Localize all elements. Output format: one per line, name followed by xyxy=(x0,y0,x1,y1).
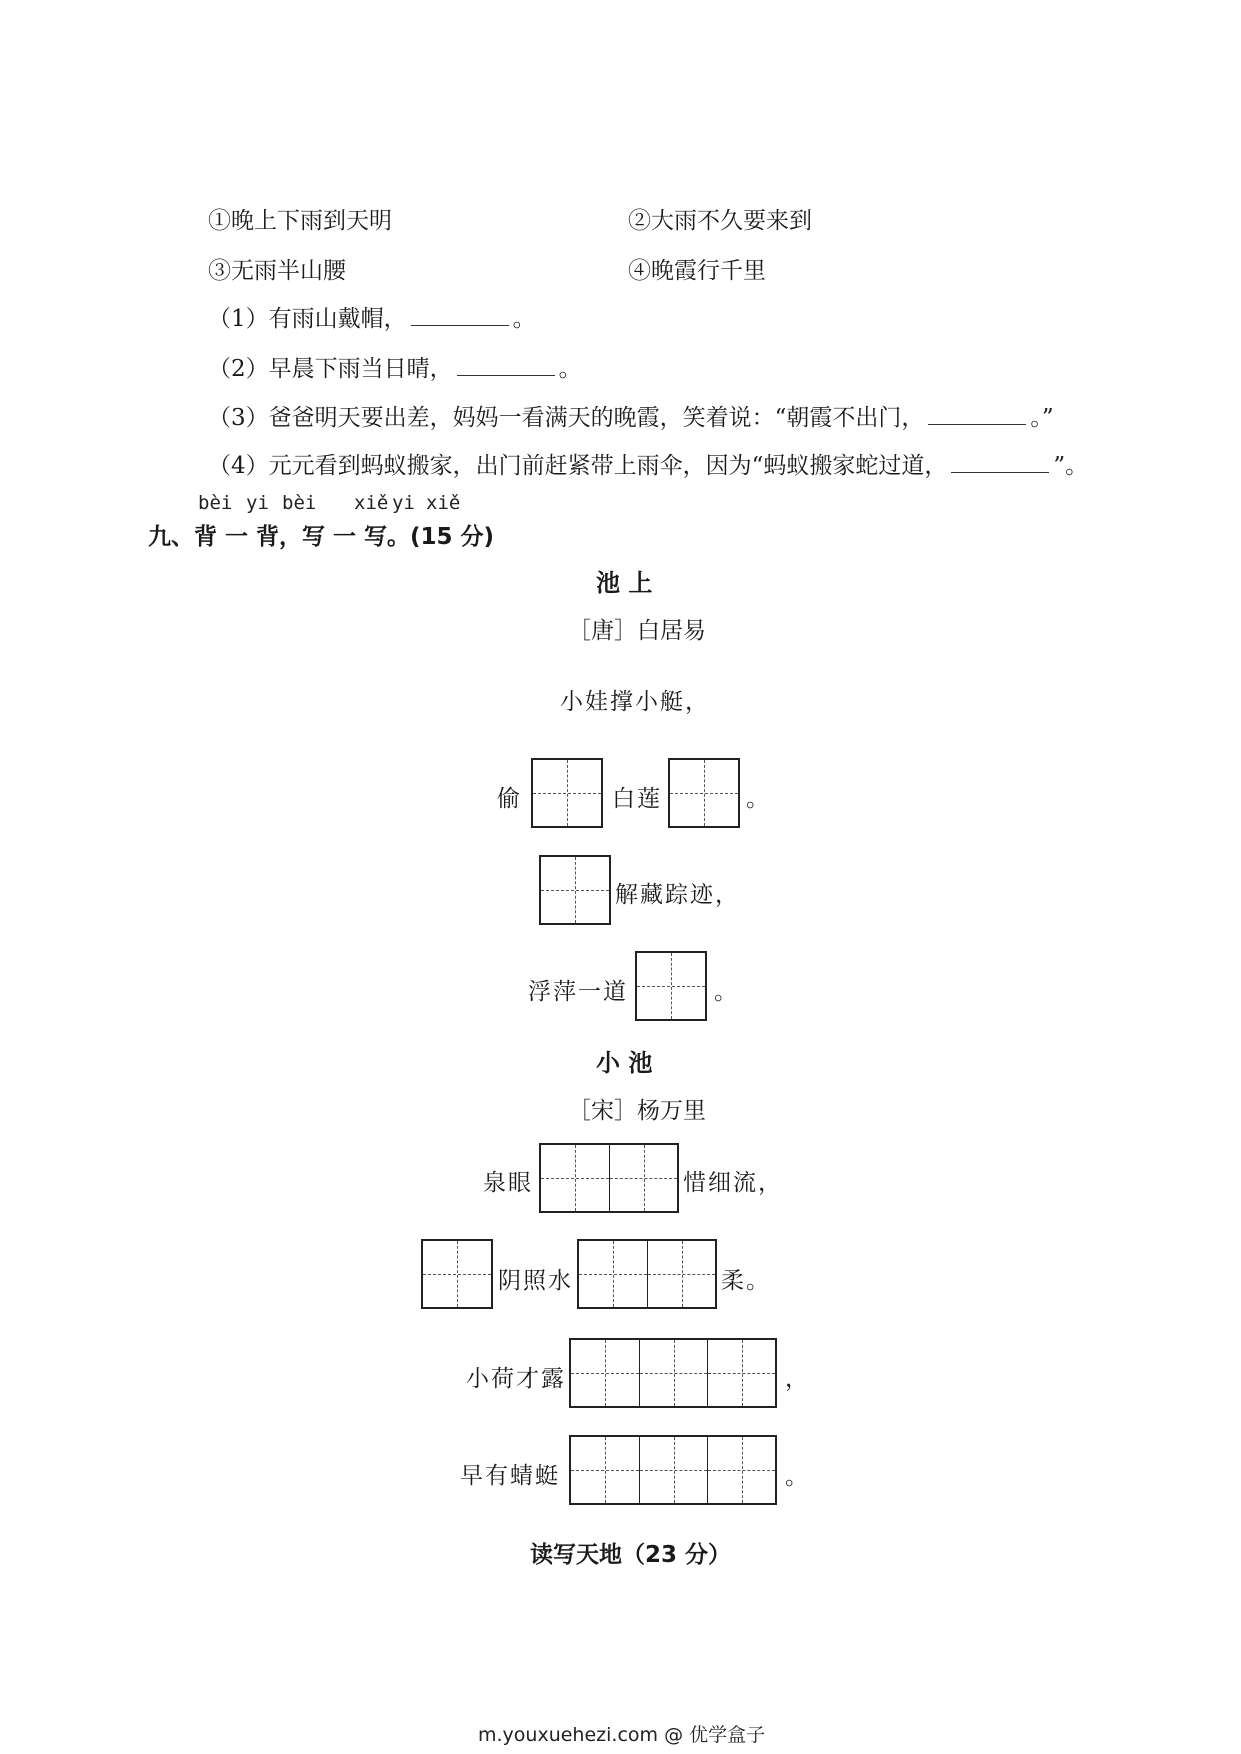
poem-1-line-4-b: 。 xyxy=(714,979,739,1005)
option-4: ④晚霞行千里 xyxy=(628,258,766,284)
pinyin-bei-2: bèi xyxy=(282,492,317,514)
pinyin-bei-1: bèi xyxy=(198,492,233,514)
question-3-end: 。” xyxy=(1030,405,1054,431)
poem-1-line-3: 解藏踪迹， xyxy=(615,882,740,908)
poem-1-line-4-a: 浮萍一道 xyxy=(528,979,628,1005)
question-2-blank[interactable] xyxy=(457,355,555,376)
poem-2-title: 小 池 xyxy=(596,1049,653,1077)
answer-grid-p1-l3[interactable] xyxy=(539,855,611,925)
poem-2-line-4-b: 。 xyxy=(785,1464,810,1490)
poem-2-line-1-a: 泉眼 xyxy=(483,1170,533,1196)
poem-2-author: ［宋］杨万里 xyxy=(568,1098,706,1124)
question-1-end: 。 xyxy=(512,306,536,332)
option-3: ③无雨半山腰 xyxy=(208,258,346,284)
poem-2-line-2-b: 柔。 xyxy=(721,1268,771,1294)
poem-2-line-4-a: 早有蜻蜓 xyxy=(460,1463,560,1489)
question-3-blank[interactable] xyxy=(928,404,1026,425)
poem-1-line-2-b: 白莲 xyxy=(612,786,662,812)
option-2: ②大雨不久要来到 xyxy=(628,208,812,234)
question-1 xyxy=(208,300,536,333)
answer-grid-p1-l2-2[interactable] xyxy=(668,758,740,828)
poem-2-line-2-a: 阴照水 xyxy=(498,1268,573,1294)
poem-1-line-2-c: 。 xyxy=(746,786,771,812)
poem-2-line-3-b: ， xyxy=(785,1366,810,1392)
pinyin-yi-2: yi xyxy=(392,492,415,514)
pinyin-xie-2: xiě xyxy=(426,492,461,514)
answer-grid-p2-l2-2[interactable] xyxy=(577,1239,717,1309)
question-2-end: 。 xyxy=(558,356,582,382)
pinyin-yi-1: yi xyxy=(246,492,269,514)
answer-grid-p2-l2-1[interactable] xyxy=(421,1239,493,1309)
question-1-text: （1）有雨山戴帽， xyxy=(208,306,407,332)
poem-1-author: ［唐］白居易 xyxy=(568,618,706,644)
poem-1-line-1: 小娃撑小艇， xyxy=(560,689,710,715)
next-section-title: 读写天地（23 分） xyxy=(530,1542,732,1568)
question-4-text: （4）元元看到蚂蚁搬家，出门前赶紧带上雨伞，因为“蚂蚁搬家蛇过道， xyxy=(208,453,948,479)
question-2-text: （2）早晨下雨当日晴， xyxy=(208,356,453,382)
answer-grid-p2-l3[interactable] xyxy=(569,1338,777,1408)
question-3 xyxy=(208,399,1054,432)
answer-grid-p2-l4[interactable] xyxy=(569,1435,777,1505)
question-1-blank[interactable] xyxy=(411,305,509,326)
poem-1-title: 池 上 xyxy=(596,569,653,597)
answer-grid-p1-l2-1[interactable] xyxy=(531,758,603,828)
answer-grid-p1-l4[interactable] xyxy=(635,951,707,1021)
question-2 xyxy=(208,350,582,383)
option-1: ①晚上下雨到天明 xyxy=(208,208,392,234)
question-4-blank[interactable] xyxy=(951,452,1049,473)
question-3-text: （3）爸爸明天要出差，妈妈一看满天的晚霞，笑着说：“朝霞不出门， xyxy=(208,405,925,431)
pinyin-xie-1: xiě xyxy=(354,492,389,514)
question-4 xyxy=(208,447,1088,480)
question-4-end: ”。 xyxy=(1053,453,1089,479)
footer-watermark: m.youxuehezi.com @ 优学盒子 xyxy=(478,1724,766,1746)
poem-2-line-3-a: 小荷才露 xyxy=(466,1366,566,1392)
answer-grid-p2-l1[interactable] xyxy=(539,1143,679,1213)
poem-2-line-1-b: 惜细流， xyxy=(683,1170,783,1196)
poem-1-line-2-a: 偷 xyxy=(497,786,522,812)
section-9-title: 九、背 一 背，写 一 写。(15 分) xyxy=(148,524,495,550)
